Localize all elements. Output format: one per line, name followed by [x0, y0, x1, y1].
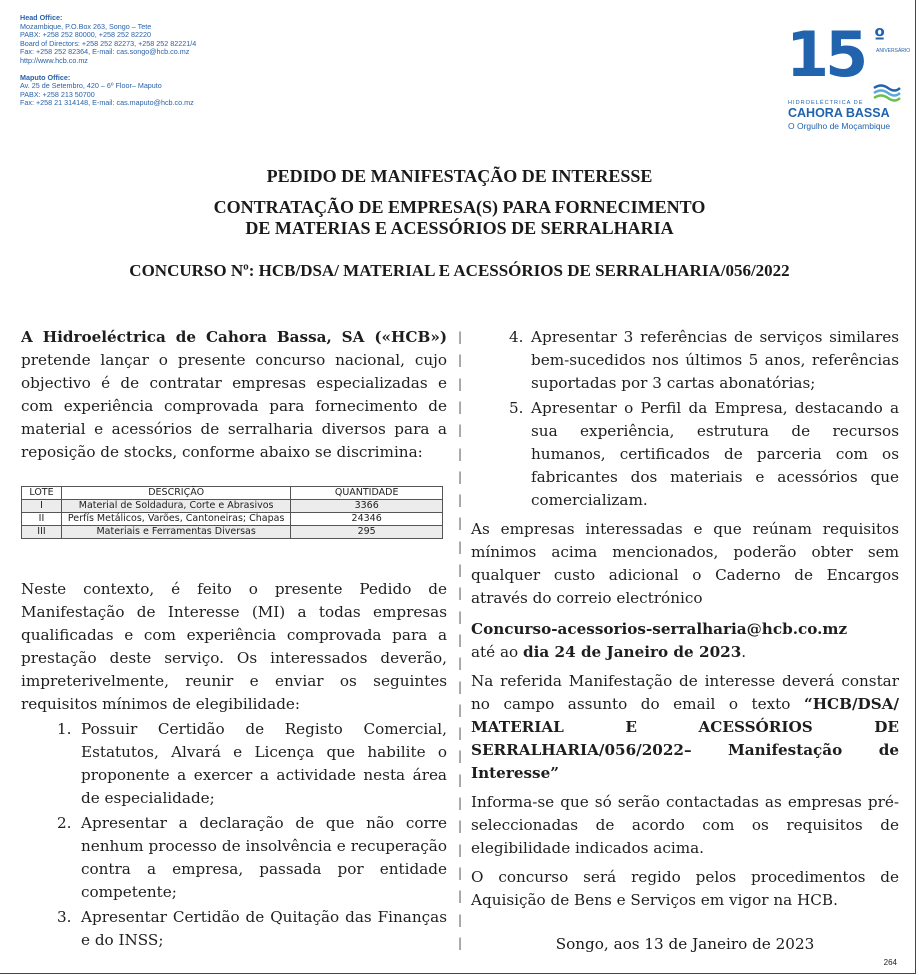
- maputo-office-block: [20, 74, 350, 108]
- intro-text: pretende lançar o presente concurso nacional, cujo objectivo é de contratar empresas especializadas e com experiência comprovada para fornecimento de material e acessórios de serralharia diversos para a reposição de stocks, conforme abaixo se discrimina:: [21, 351, 447, 461]
- divider-tick: |: [458, 586, 463, 601]
- item-number: 5.: [509, 399, 524, 417]
- page-number: 264: [883, 958, 897, 967]
- divider-tick: |: [458, 632, 463, 647]
- procedures-paragraph: O concurso será regido pelos procedimentos de Aquisição de Bens e Serviços em vigor na HCB.: [471, 868, 899, 909]
- divider-tick: |: [458, 516, 463, 531]
- divider-tick: |: [458, 399, 463, 414]
- table-cell: Material de Soldadura, Corte e Abrasivos: [61, 500, 290, 513]
- requirements-list-right: [471, 326, 899, 512]
- divider-tick: |: [458, 935, 463, 950]
- concurso-number: CONCURSO Nº: HCB/DSA/ MATERIAL E ACESSÓRIOS DE SERRALHARIA/056/2022: [129, 261, 790, 280]
- divider-tick: |: [458, 446, 463, 461]
- maputo-office-line: Fax: +258 21 314148, E-mail: cas.maputo@hcb.co.mz: [20, 98, 194, 108]
- document-title: PEDIDO DE MANIFESTAÇÃO DE INTERESSE: [266, 166, 653, 186]
- context-paragraph: Neste contexto, é feito o presente Pedido de Manifestação de Interesse (MI) a todas empresas qualificadas e com experiência comprovada para a prestação deste serviço. Os interessados deverão, impreterivelmente, reunir e enviar os seguintes requisitos mínimos de elegibilidade:: [21, 580, 447, 713]
- head-office-line: Mozambique, P.O.Box 263, Songo – Tete: [20, 21, 152, 31]
- divider-tick: |: [458, 353, 463, 368]
- list-item: [21, 718, 447, 810]
- contact-notice-paragraph: Informa-se que só serão contactadas as empresas pré-seleccionadas de acordo com os requisitos de elegibilidade indicados acima.: [471, 793, 899, 857]
- company-name: A Hidroeléctrica de Cahora Bassa, SA («HCB»): [21, 328, 447, 346]
- divider-tick: |: [458, 493, 463, 508]
- intro-paragraph: [21, 326, 447, 464]
- deadline-date: dia 24 de Janeiro de 2023: [523, 643, 742, 661]
- table-cell: 24346: [291, 513, 443, 526]
- table-cell: I: [22, 500, 62, 513]
- item-text: Apresentar Certidão de Quitação das Finanças e do INSS;: [81, 908, 447, 949]
- divider-tick: |: [458, 469, 463, 484]
- table-header: QUANTIDADE: [291, 487, 443, 500]
- item-text: Possuir Certidão de Registo Comercial, Estatutos, Alvará e Licença que habilite o proponente a exercer a actividade nesta área de especialidade;: [81, 720, 447, 807]
- table-cell: Materiais e Ferramentas Diversas: [61, 526, 290, 539]
- divider-tick: |: [458, 702, 463, 717]
- head-office-block: [20, 14, 350, 66]
- table-header: DESCRIÇÃO: [61, 487, 290, 500]
- list-item: [471, 397, 899, 512]
- divider-tick: |: [458, 842, 463, 857]
- caderno-paragraph: As empresas interessadas e que reúnam requisitos mínimos acima mencionados, poderão obter sem qualquer custo adicional o Caderno de Encargos através do correio electrónico: [471, 520, 899, 607]
- item-number: 4.: [509, 328, 524, 346]
- logo-number: 15: [786, 18, 865, 91]
- logo-line-2: CAHORA BASSA: [788, 106, 890, 120]
- lots-table: [21, 486, 443, 539]
- table-cell: III: [22, 526, 62, 539]
- table-row: [22, 513, 443, 526]
- email-subject-text: “HCB/DSA/ MATERIAL E ACESSÓRIOS DE SERRALHARIA/056/2022– Manifestação de Interesse”: [471, 695, 899, 782]
- hcb-15-anniversary-logo: [786, 18, 911, 134]
- requirements-list-left: [21, 718, 447, 952]
- list-item: [471, 326, 899, 395]
- divider-tick: |: [458, 772, 463, 787]
- item-text: Apresentar 3 referências de serviços similares bem-sucedidos nos últimos 5 anos, referências suportadas por 3 cartas abonatórias;: [531, 328, 899, 392]
- divider-tick: |: [458, 912, 463, 927]
- table-header-row: [22, 487, 443, 500]
- table-row: [22, 526, 443, 539]
- subject-prefix: Na referida Manifestação de interesse deverá constar no campo assunto do email o texto: [471, 672, 899, 713]
- divider-tick: |: [458, 609, 463, 624]
- date-line: Songo, aos 13 de Janeiro de 2023: [555, 935, 815, 953]
- deadline-line: [471, 641, 899, 664]
- document-subtitle-2: DE MATERIAS E ACESSÓRIOS DE SERRALHARIA: [245, 218, 674, 238]
- item-number: 3.: [57, 908, 72, 926]
- contact-email: Concurso-acessorios-serralharia@hcb.co.mz: [471, 620, 848, 638]
- head-office-line: Fax: +258 252 82364, E-mail: cas.songo@hcb.co.mz: [20, 47, 190, 57]
- divider-tick: |: [458, 656, 463, 671]
- head-office-line: PABX: +258 252 80000, +258 252 82220: [20, 30, 151, 40]
- divider-tick: |: [458, 889, 463, 904]
- left-column-body: [21, 578, 447, 954]
- head-office-title: Head Office:: [20, 13, 63, 22]
- subject-paragraph: [471, 670, 899, 785]
- divider-tick: |: [458, 819, 463, 834]
- maputo-office-line: Av. 25 de Setembro, 420 – 6º Floor– Maputo: [20, 81, 162, 91]
- item-number: 2.: [57, 814, 72, 832]
- table-cell: 295: [291, 526, 443, 539]
- table-header: LOTE: [22, 487, 62, 500]
- deadline-prefix: até ao: [471, 643, 523, 661]
- head-office-line: Board of Directors: +258 252 82273, +258 252 82221/4: [20, 38, 197, 48]
- divider-tick: |: [458, 563, 463, 577]
- item-text: Apresentar a declaração de que não corre nenhum processo de insolvência e recuperação contra a empresa, passada por entidade competente;: [81, 814, 447, 901]
- divider-tick: |: [458, 330, 463, 344]
- logo-line-1: HIDROELÉCTRICA DE: [788, 100, 864, 106]
- head-office-website: http://www.hcb.co.mz: [20, 55, 88, 65]
- logo-anniversary-text: ANIVERSÁRIO: [876, 48, 911, 54]
- divider-tick: |: [458, 749, 463, 764]
- document-heading: [0, 166, 919, 281]
- document-subtitle-1: CONTRATAÇÃO DE EMPRESA(S) PARA FORNECIMENTO: [213, 197, 706, 217]
- list-item: [21, 906, 447, 952]
- logo-degree: º: [874, 24, 886, 48]
- divider-tick: |: [458, 679, 463, 694]
- logo-waves-icon: [872, 82, 902, 102]
- table-row: [22, 500, 443, 513]
- table-cell: 3366: [291, 500, 443, 513]
- office-contacts: [20, 14, 350, 116]
- divider-tick: |: [458, 726, 463, 741]
- table-cell: II: [22, 513, 62, 526]
- column-divider: [458, 330, 462, 960]
- item-text: Apresentar o Perfil da Empresa, destacando a sua experiência, estrutura de recursos humanos, certificados de parceria com os fabricantes dos materiais e acessórios que comercializam.: [531, 399, 899, 509]
- divider-tick: |: [458, 796, 463, 810]
- divider-tick: |: [458, 376, 463, 391]
- maputo-office-line: PABX: +258 213 50700: [20, 89, 95, 99]
- list-item: [21, 812, 447, 904]
- logo-tagline: O Orgulho de Moçambique: [788, 121, 891, 131]
- deadline-suffix: .: [741, 643, 747, 661]
- divider-tick: |: [458, 539, 463, 554]
- divider-tick: |: [458, 423, 463, 438]
- item-number: 1.: [57, 720, 72, 738]
- maputo-office-title: Maputo Office:: [20, 72, 71, 82]
- right-column-body: [471, 326, 899, 912]
- divider-tick: |: [458, 865, 463, 880]
- table-cell: Perfís Metálicos, Varões, Cantoneiras; Chapas: [61, 513, 290, 526]
